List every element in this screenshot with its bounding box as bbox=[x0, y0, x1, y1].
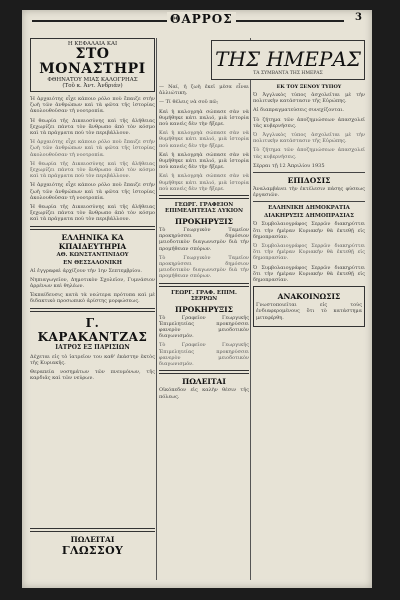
masthead bbox=[22, 10, 372, 34]
news-paragraph: Τὸ ζήτημα τῶν ἀποζημιώσεων ἀπασχολεῖ τὰς κυβερνήσεις. bbox=[253, 147, 365, 160]
column-1 bbox=[30, 38, 155, 384]
ad-monastiri-note: (Τοῦ κ. Ἀντ. Ἀνδριάν) bbox=[62, 83, 123, 89]
tis-imeras-title: ΤΗΣ ΗΜΕΡΑΣ bbox=[215, 47, 361, 71]
notice-2-text: Τὸ Γραφεῖον Γεωργικῆς Ἐπιμελητείας προκηρύσσει φανερὸν μειοδοτικὸν διαγωνισμόν. bbox=[159, 342, 249, 368]
notice-2-header: ΓΕΩΡΓ. ΓΡΑΦ. ΕΠΙΜ. ΣΕΡΡΩΝ bbox=[171, 289, 237, 302]
section-rule bbox=[30, 528, 155, 532]
section-rule bbox=[30, 226, 155, 230]
newspaper-page bbox=[22, 10, 372, 588]
school-ad-place: ΕΝ ΘΕΣΣΑΛΟΝΙΚΗ bbox=[63, 259, 122, 266]
school-ad-text: Ἐκπαίδευσις κατὰ τὰ νεώτερα πρότυπα καὶ μὲ διδακτικὸ προσωπικὸ ἀρίστης μορφώσεως. bbox=[30, 292, 155, 305]
notice-1-title: ΠΡΟΚΗΡΥΞΙΣ bbox=[175, 217, 233, 227]
section-rule bbox=[159, 283, 249, 287]
doctor-ad-text: Δέχεται εἰς τὸ ἰατρεῖον του καθ' ἑκάστην ἐκτὸς τῆς Κυριακῆς. bbox=[30, 353, 155, 366]
section-rule bbox=[253, 201, 365, 202]
newspaper-title: ΘΑΡΡΟΣ bbox=[167, 12, 236, 26]
school-ad-subtitle: ΑΘ. ΚΩΝΣΤΑΝΤΙΝΙΔΟΥ bbox=[56, 251, 129, 258]
story-paragraph: Καὶ ἡ καλογρηὰ σώπασε σὰν νὰ θυμήθηκε κάτι παλιό, μιὰ ἱστορία ποὺ κανεὶς δὲν τὴν ἤξερε. bbox=[159, 108, 249, 128]
announcement-text: Ἀναλαμβάνει τὴν ἐκτέλεσιν πάσης φύσεως ἐργασιῶν. bbox=[253, 186, 365, 199]
section-rule bbox=[30, 308, 155, 312]
story-paragraph: — Ναί, ἡ ζωὴ ἐκεῖ μέσα εἶναι ἀλλιώτικη. bbox=[159, 84, 249, 97]
announcement-title: ΕΠΙΔΟΣΙΣ bbox=[287, 176, 331, 186]
section-rule bbox=[253, 172, 365, 173]
doctor-ad-name: Γ. ΚΑΡΑΚΑΝΤΖΑΣ bbox=[37, 315, 148, 344]
notice-1-text: Τὸ Γεωργικὸν Ταμεῖον προκηρύσσει δημόσιον μειοδοτικὸν διαγωνισμὸν διὰ τὴν προμήθειαν σπόρων. bbox=[159, 254, 249, 280]
page-number: 3 bbox=[355, 12, 362, 23]
story-paragraph: Καὶ ἡ καλογρηὰ σώπασε σὰν νὰ θυμήθηκε κάτι παλιό, μιὰ ἱστορία ποὺ κανεὶς δὲν τὴν ἤξερε. bbox=[159, 173, 249, 192]
notice-1-header: ΓΕΩΡΓ. ΓΡΑΦΕΙΟΝ ΕΠΙΜΕΛΗΤΕΙΑΣ ΛΥΚΙΟΝ bbox=[165, 202, 243, 215]
date-line: Σέρραι τῇ 12 Ἀπριλίου 1935 bbox=[253, 162, 325, 169]
column-divider-1 bbox=[156, 38, 157, 580]
ad-monastiri bbox=[30, 38, 155, 92]
footer-ad-big: ΓΛΩΣΣΟΥ bbox=[61, 544, 124, 557]
ad-monastiri-top: Η ΚΕΦΑΛΑΙΑ ΚΑΙ bbox=[67, 41, 118, 47]
school-ad-text: Αἱ ἐγγραφαὶ ἀρχίζουν τὴν 1ην Σεπτεμβρίου. bbox=[30, 267, 142, 274]
ad-monastiri-subtitle: ΦΘΗΝΑΤΟΥ ΜΙΑΣ ΚΑΛΟΓΡΗΑΣ bbox=[47, 77, 138, 83]
doctor-ad-title: ΙΑΤΡΟΣ ΕΞ ΠΑΡΙΣΙΩΝ bbox=[55, 343, 130, 351]
footer-ad bbox=[30, 525, 155, 557]
story-paragraph: Ἡ θεωρία τῆς Δικαιοσύνης καὶ τῆς ἀλήθειας ξεχωρίζει πάντα τὸν ἄνθρωπο ἀπὸ τὸν κόσμο καὶ τὰ πράγματα ποὺ τὸν περιβάλλουν. bbox=[30, 204, 155, 223]
notice-1-text: Τὸ Γεωργικὸν Ταμεῖον προκηρύσσει δημόσιον μειοδοτικὸν διαγωνισμὸν διὰ τὴν προμήθειαν σπόρων. bbox=[159, 227, 249, 252]
tis-imeras-subheader: ΤΑ ΣΥΜΒΑΝΤΑ ΤΗΣ ΗΜΕΡΑΣ bbox=[253, 71, 323, 76]
doctor-ad-text: Θεραπεία νοσημάτων τῶν πνευμόνων, τῆς καρδιᾶς καὶ τῶν νεύρων. bbox=[30, 369, 155, 382]
column-divider-2 bbox=[250, 38, 251, 580]
news-paragraph: Αἱ διαπραγματεύσεις συνεχίζονται. bbox=[253, 107, 344, 114]
auction-notice-text: Ὁ Συμβολαιογράφος Σερρῶν διακηρύττει ὅτι τὴν ἡμέραν Κυριακὴν θὰ ἐκτεθῇ εἰς δημοπρασίαν. bbox=[253, 243, 365, 262]
story-paragraph: — Τί θέλεις νὰ σοῦ πῶ; bbox=[159, 99, 219, 106]
auction-notice-text: Ὁ Συμβολαιογράφος Σερρῶν διακηρύττει ὅτι τὴν ἡμέραν Κυριακὴν θὰ ἐκτεθῇ εἰς δημοπρασίαν. bbox=[253, 264, 365, 284]
news-paragraph: Τὸ ζήτημα τῶν ἀποζημιώσεων ἀπασχολεῖ τὰς κυβερνήσεις. bbox=[253, 116, 365, 129]
auction-notice-text: Ὁ Συμβολαιογράφος Σερρῶν διακηρύττει ὅτι τὴν ἡμέραν Κυριακὴν θὰ ἐκτεθῇ εἰς δημοπρασίαν. bbox=[253, 221, 365, 240]
final-announcement bbox=[253, 286, 365, 327]
bottom-ad-text: Οἰκόπεδον εἰς καλὴν θέσιν τῆς πόλεως. bbox=[159, 387, 249, 400]
school-ad-title: ΕΛΛΗΝΙΚΑ ΚΑ ΚΠΑΙΔΕΥΤΗΡΙΑ bbox=[58, 232, 127, 251]
foreign-press-title: ΕΚ ΤΟΥ ΞΕΝΟΥ ΤΥΠΟΥ bbox=[276, 84, 342, 90]
section-rule bbox=[159, 370, 249, 374]
column-2 bbox=[159, 84, 249, 403]
ad-monastiri-title: ΣΤΟ ΜΟΝΑΣΤΗΡΙ bbox=[39, 46, 146, 77]
column-3 bbox=[253, 84, 365, 331]
news-paragraph: Ὁ Ἀγγλικὸς τύπος ἀσχολεῖται μὲ τὴν πολιτικὴν κατάστασιν τῆς Εὐρώπης. bbox=[253, 132, 365, 145]
story-paragraph: Καὶ ἡ καλογρηὰ σώπασε σὰν νὰ θυμήθηκε κάτι παλιό, μιὰ ἱστορία ποὺ κανεὶς δὲν τὴν ἤξερε. bbox=[159, 151, 249, 171]
story-paragraph: Ἡ ἀρχαιότης εἶχε κάποιο ρόλο ποὺ ἔπαιζε στὴν ζωὴ τῶν ἀνθρώπων καὶ τὰ φῶτα τῆς ἱστορίας ἀκολουθοῦσαν τὴ νοοτροπία. bbox=[30, 96, 155, 115]
bottom-ad-title: ΠΩΛΕΙΤΑΙ bbox=[182, 377, 226, 387]
school-ad-text: Νηπιαγωγεῖον, Δημοτικὸν Σχολεῖον, Γυμνάσιον ἀρρένων καὶ θηλέων. bbox=[30, 276, 155, 290]
story-paragraph: Ἡ ἀρχαιότης εἶχε κάποιο ρόλο ποὺ ἔπαιζε στὴν ζωὴ τῶν ἀνθρώπων καὶ τὰ φῶτα τῆς ἱστορίας ἀκολουθοῦσαν τὴ νοοτροπία. bbox=[30, 182, 155, 201]
story-paragraph: Ἡ ἀρχαιότης εἶχε κάποιο ρόλο ποὺ ἔπαιζε στὴν ζωὴ τῶν ἀνθρώπων καὶ τὰ φῶτα τῆς ἱστορίας ἀκολουθοῦσαν τὴ νοοτροπία. bbox=[30, 139, 155, 158]
final-announcement-text: Γνωστοποιεῖται εἰς τοὺς ἐνδιαφερομένους ὅτι τὸ κατάστημα μετεφέρθη. bbox=[256, 302, 362, 321]
notice-2-text: Τὸ Γραφεῖον Γεωργικῆς Ἐπιμελητείας προκηρύσσει φανερὸν μειοδοτικὸν διαγωνισμόν. bbox=[159, 314, 249, 340]
footer-ad-top: ΠΩΛΕΙΤΑΙ bbox=[70, 535, 115, 544]
tis-imeras-header bbox=[211, 40, 365, 80]
story-paragraph: Ἡ θεωρία τῆς Δικαιοσύνης καὶ τῆς ἀλήθειας ξεχωρίζει πάντα τὸν ἄνθρωπο ἀπὸ τὸν κόσμο καὶ τὰ πράγματα ποὺ τὸν περιβάλλουν. bbox=[30, 117, 155, 137]
story-paragraph: Ἡ θεωρία τῆς Δικαιοσύνης καὶ τῆς ἀλήθειας ξεχωρίζει πάντα τὸν ἄνθρωπο ἀπὸ τὸν κόσμο καὶ τὰ πράγματα ποὺ τὸν περιβάλλουν. bbox=[30, 160, 155, 180]
story-paragraph: Καὶ ἡ καλογρηὰ σώπασε σὰν νὰ θυμήθηκε κάτι παλιό, μιὰ ἱστορία ποὺ κανεὶς δὲν τὴν ἤξερε. bbox=[159, 130, 249, 149]
news-paragraph: Ὁ Ἀγγλικὸς τύπος ἀσχολεῖται μὲ τὴν πολιτικὴν κατάστασιν τῆς Εὐρώπης. bbox=[253, 92, 365, 105]
auction-notice-title: ΕΛΛΗΝΙΚΗ ΔΗΜΟΚΡΑΤΙΑ bbox=[268, 205, 350, 212]
auction-notice-sub: ΔΙΑΚΗΡΥΞΙΣ ΔΗΜΟΠΡΑΣΙΑΣ bbox=[264, 213, 354, 220]
section-rule bbox=[159, 195, 249, 199]
notice-2-title: ΠΡΟΚΗΡΥΞΙΣ bbox=[175, 304, 233, 314]
final-announcement-title: ΑΝΑΚΟΙΝΩΣΙΣ bbox=[277, 292, 341, 302]
